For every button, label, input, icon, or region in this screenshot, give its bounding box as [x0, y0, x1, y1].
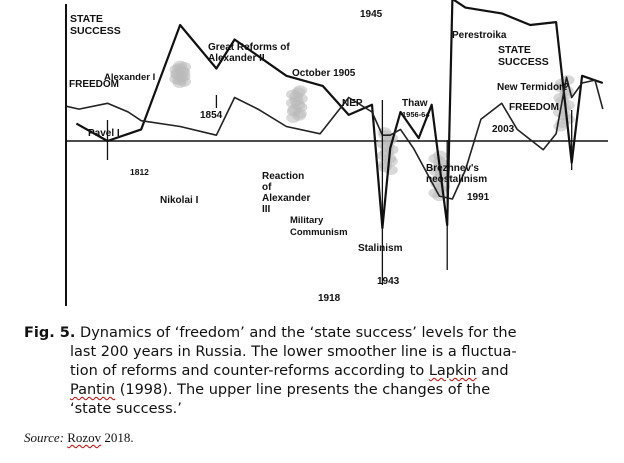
caption-line-3 [24, 362, 604, 381]
label-1991: 1991 [467, 192, 490, 203]
label-1943: 1943 [377, 276, 400, 287]
label-state-success-left: SUCCESS [70, 25, 121, 37]
label-military-communism: Military [290, 215, 324, 226]
shade-blob [384, 165, 398, 175]
label-2003: 2003 [492, 124, 515, 135]
label-reaction-alexander-iii: Alexander [262, 193, 311, 204]
label-thaw-years: 1956-64 [402, 110, 430, 119]
label-alexander-i: Alexander I [104, 72, 156, 83]
label-reaction-alexander-iii: of [262, 182, 272, 193]
shade-blob [173, 78, 187, 88]
label-stalinism: Stalinism [358, 243, 403, 254]
label-military-communism: Communism [290, 227, 348, 238]
caption-name-pantin: Pantin [70, 382, 116, 398]
source-author: Rozov [67, 430, 102, 445]
caption-line-1 [24, 324, 604, 343]
caption-line-4-text: (1998). The upper line presents the changes of the [119, 382, 491, 398]
label-thaw: Thaw [402, 98, 428, 109]
label-perestroika: Perestroika [452, 30, 507, 41]
caption-line-3-a: tion of reforms and counter-reforms according to [70, 363, 425, 379]
label-brezhnev-neostalinism: Brezhnev's [426, 163, 479, 174]
chart-figure [36, 0, 612, 312]
label-nep: NEP [342, 98, 363, 109]
label-1918: 1918 [318, 293, 341, 304]
label-reaction-alexander-iii: Reaction [262, 171, 305, 182]
source-year: 2018. [104, 430, 134, 445]
chart-svg [36, 0, 612, 312]
label-state-success-right: STATE [498, 44, 531, 56]
caption-line-2: last 200 years in Russia. The lower smoother line is a fluctua- [70, 344, 517, 360]
label-1812: 1812 [130, 167, 149, 177]
label-nikolai-i: Nikolai I [160, 195, 199, 206]
label-freedom-left: FREEDOM [69, 79, 119, 90]
caption-line-1-text: Dynamics of ‘freedom’ and the ‘state success’ levels for the [80, 325, 517, 341]
label-1854: 1854 [200, 110, 223, 121]
shade-blob [553, 122, 567, 132]
caption-line-3-b: and [481, 363, 509, 379]
figure-caption [24, 324, 604, 419]
caption-line-5: ‘state success.’ [70, 401, 182, 417]
shade-blob [286, 113, 300, 123]
label-1945: 1945 [360, 9, 383, 20]
label-state-success-right: SUCCESS [498, 56, 549, 68]
label-new-termidor: New Termidor? [497, 82, 570, 93]
label-state-success-left: STATE [70, 13, 103, 25]
caption-fig-label: Fig. 5. [24, 325, 76, 341]
source-prefix: Source: [24, 430, 64, 445]
caption-name-lapkin: Lapkin [428, 363, 477, 379]
label-brezhnev-neostalinism: neostalinism [426, 174, 488, 185]
label-great-reforms: Great Reforms of [208, 42, 290, 53]
label-freedom-right: FREEDOM [509, 102, 559, 113]
label-great-reforms: Alexander II [208, 53, 265, 64]
label-reaction-alexander-iii: III [262, 204, 271, 215]
label-october-1905: October 1905 [292, 68, 356, 79]
source-note [24, 430, 134, 446]
caption-line-4 [24, 381, 604, 400]
label-pavel-i: Pavel I [88, 128, 120, 139]
